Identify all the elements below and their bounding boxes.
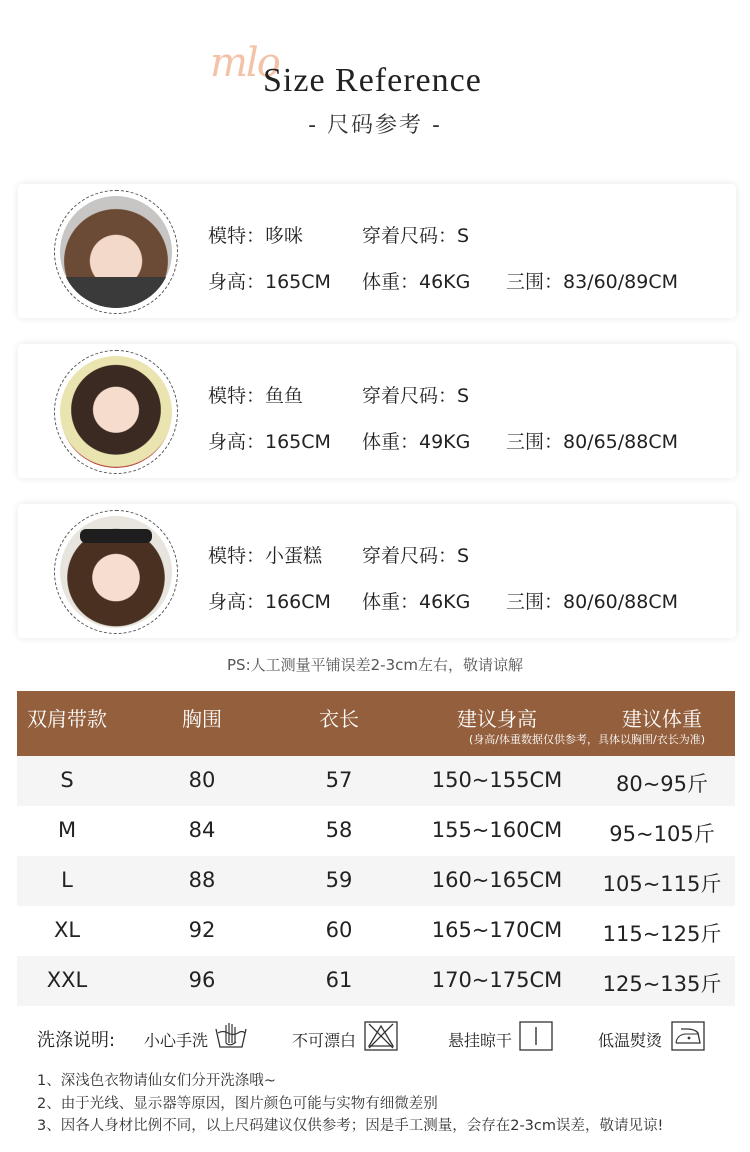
washing-title: 洗涤说明: (37, 1030, 116, 1051)
no-bleach-label: 不可漂白 (292, 1031, 357, 1050)
table-cell: S (60, 768, 74, 792)
column-header: 建议体重 (622, 707, 702, 731)
column-header: 胸围 (182, 707, 222, 731)
hang-dry-label: 悬挂晾干 (448, 1031, 513, 1050)
care-notes (37, 1070, 663, 1138)
model-height: 身高：166CM (208, 591, 331, 613)
model-measurements: 三围：80/60/88CM (506, 591, 678, 613)
table-row (17, 906, 735, 956)
table-cell: 58 (325, 818, 353, 842)
table-cell: 125~135斤 (602, 972, 722, 996)
table-cell: 150~155CM (431, 768, 563, 792)
model-measurements: 三围：80/65/88CM (506, 431, 678, 453)
brand-script-logo: mlo (210, 40, 279, 86)
table-cell: 60 (325, 918, 353, 942)
table-cell: 160~165CM (431, 868, 563, 892)
measurement-error-note: PS:人工测量平铺误差2-3cm左右，敬请谅解 (227, 656, 523, 674)
table-cell: XL (53, 918, 81, 942)
table-cell: XXL (46, 968, 88, 992)
note-item: 2、由于光线、显示器等原因，图片颜色可能与实物有细微差别 (37, 1095, 438, 1112)
note-item: 1、深浅色衣物请仙女们分开洗涤哦~ (37, 1073, 276, 1089)
table-cell: 96 (188, 968, 216, 992)
table-cell: 95~105斤 (609, 822, 715, 846)
table-cell: M (57, 818, 77, 842)
table-cell: 155~160CM (431, 818, 563, 842)
model-card-1 (18, 184, 736, 318)
model-height: 身高：165CM (208, 431, 331, 453)
table-cell: 165~170CM (431, 918, 563, 942)
table-cell: 105~115斤 (602, 872, 722, 896)
no-bleach-icon (364, 1021, 398, 1051)
table-row (17, 856, 735, 906)
model-card-2 (18, 344, 736, 478)
model-weight: 体重：46KG (362, 591, 471, 613)
column-header: 双肩带款 (27, 707, 107, 731)
model-name: 模特：哆咪 (208, 225, 304, 247)
size-table (17, 691, 735, 1006)
table-cell: 59 (325, 868, 353, 892)
column-header: 建议身高 (457, 707, 537, 731)
model-measurements: 三围：83/60/89CM (506, 271, 678, 293)
table-cell: 84 (188, 818, 216, 842)
washing-instructions (0, 1018, 750, 1058)
table-cell: 115~125斤 (602, 922, 722, 946)
column-header-note: (身高/体重数据仅供参考，具体以胸围/衣长为准) (469, 733, 705, 746)
table-cell: 92 (188, 918, 216, 942)
column-header: 衣长 (319, 707, 359, 731)
hang-dry-icon (519, 1021, 553, 1051)
model-size: 穿着尺码：S (362, 385, 470, 407)
table-cell: L (61, 868, 73, 892)
table-row (17, 756, 735, 806)
table-header (17, 691, 735, 756)
table-row (17, 806, 735, 856)
page-title-cn: - 尺码参考 - (308, 113, 442, 138)
model-card-3 (18, 504, 736, 638)
table-cell: 170~175CM (431, 968, 563, 992)
model-height: 身高：165CM (208, 271, 331, 293)
page-title-en: Size Reference (263, 62, 482, 99)
table-cell: 80~95斤 (615, 772, 709, 796)
page-header (0, 0, 750, 160)
hand-wash-label: 小心手洗 (144, 1031, 209, 1050)
note-item: 3、因各人身材比例不同，以上尺码建议仅供参考；因是手工测量，会存在2-3cm误差，敬请见谅! (37, 1118, 664, 1134)
model-name: 模特：鱼鱼 (208, 385, 304, 407)
hand-wash-icon (214, 1021, 248, 1051)
model-size: 穿着尺码：S (362, 225, 470, 247)
table-row (17, 956, 735, 1006)
low-iron-icon (671, 1021, 705, 1051)
table-cell: 80 (188, 768, 216, 792)
table-cell: 57 (325, 768, 353, 792)
model-weight: 体重：46KG (362, 271, 471, 293)
table-cell: 61 (325, 968, 353, 992)
model-weight: 体重：49KG (362, 431, 471, 453)
model-size: 穿着尺码：S (362, 545, 470, 567)
model-avatar (54, 510, 178, 634)
low-iron-label: 低温熨烫 (598, 1031, 663, 1050)
model-avatar (54, 350, 178, 474)
model-avatar (54, 190, 178, 314)
model-name: 模特：小蛋糕 (208, 545, 323, 567)
table-cell: 88 (188, 868, 216, 892)
